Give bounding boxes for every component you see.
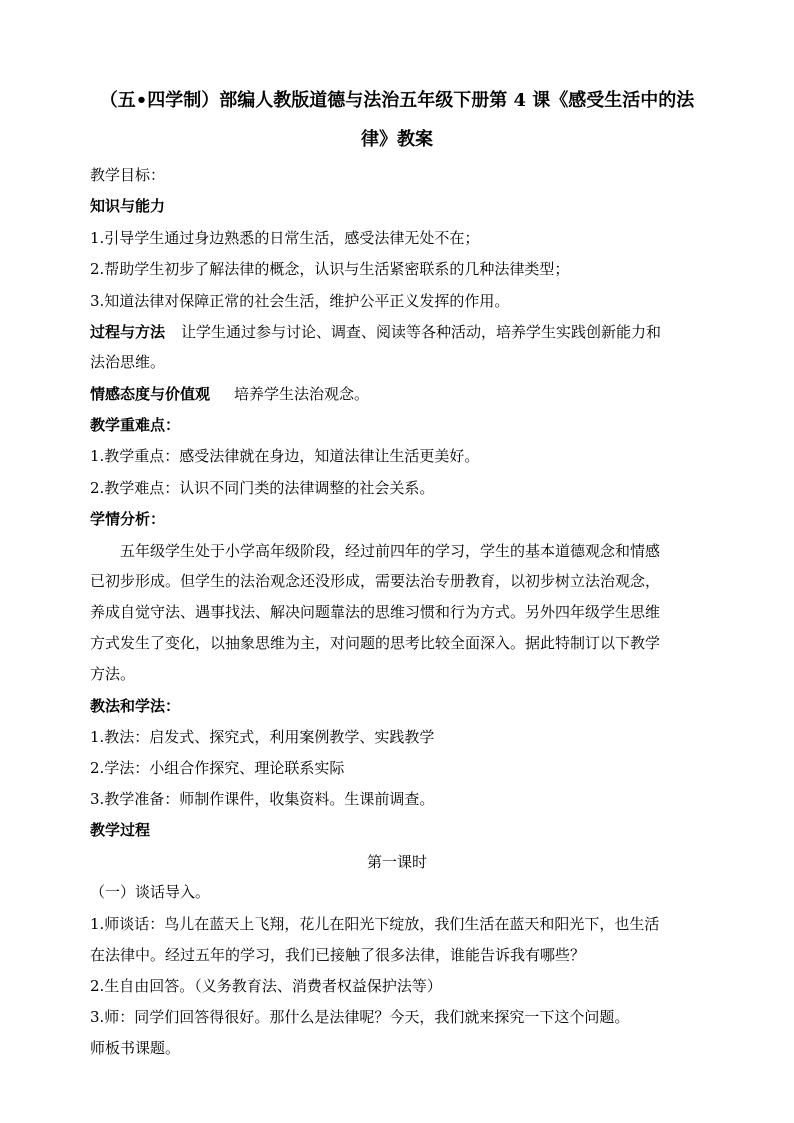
document-title-line-2: 律》教案 xyxy=(361,129,433,150)
emotion-text: 培养学生法治观念。 xyxy=(234,385,370,403)
method-item: 2.学法：小组合作探究、理论联系实际 xyxy=(90,759,345,777)
analysis-paragraph-line: 已初步形成。但学生的法治观念还没形成，需要法治专册教育，以初步树立法治观念， xyxy=(90,572,661,590)
process-line: 3.师：同学们回答得很好。那什么是法律呢？今天，我们就来探究一下这个问题。 xyxy=(90,1008,630,1026)
method-item: 3.教学准备：师制作课件，收集资料。生课前调查。 xyxy=(90,790,435,808)
emotion-line xyxy=(90,382,704,406)
objectives-heading: 教学目标： xyxy=(90,166,166,184)
process-method-text-cont: 法治思维。 xyxy=(90,353,166,371)
analysis-paragraph-line: 方式发生了变化，以抽象思维为主，对问题的思考比较全面深入。据此特制订以下教学 xyxy=(90,634,661,652)
process-line: 1.师谈话：鸟儿在蓝天上飞翔，花儿在阳光下绽放，我们生活在蓝天和阳光下，也生活 xyxy=(90,915,660,933)
process-method-heading: 过程与方法 xyxy=(90,323,166,341)
process-method-text: 让学生通过参与讨论、调查、阅读等各种活动，培养学生实践创新能力和 xyxy=(181,323,662,341)
process-section-heading: （一）谈话导入。 xyxy=(90,883,211,901)
knowledge-item: 1.引导学生通过身边熟悉的日常生活，感受法律无处不在； xyxy=(90,229,480,247)
emotion-heading: 情感态度与价值观 xyxy=(90,385,211,403)
analysis-paragraph-line: 方法。 xyxy=(90,665,136,683)
process-line: 师板书课题。 xyxy=(90,1039,181,1057)
knowledge-heading: 知识与能力 xyxy=(90,197,166,215)
method-item: 1.教法：启发式、探究式，利用案例教学、实践教学 xyxy=(90,728,435,746)
lesson-title: 第一课时 xyxy=(366,853,427,871)
methods-heading: 教法和学法： xyxy=(90,697,181,715)
process-line: 2.生自由回答。（义务教育法、消费者权益保护法等） xyxy=(90,977,442,995)
knowledge-item: 2.帮助学生初步了解法律的概念，认识与生活紧密联系的几种法律类型； xyxy=(90,260,570,278)
analysis-paragraph-line: 养成自觉守法、遇事找法、解决问题靠法的思维习惯和行为方式。另外四年级学生思维 xyxy=(90,603,661,621)
key-point-item: 2.教学难点：认识不同门类的法律调整的社会关系。 xyxy=(90,479,435,497)
knowledge-item: 3.知道法律对保障正常的社会生活，维护公平正义发挥的作用。 xyxy=(90,292,510,310)
key-points-heading: 教学重难点： xyxy=(90,416,181,434)
process-method-line xyxy=(90,320,704,344)
analysis-paragraph-line: 五年级学生处于小学高年级阶段，经过前四年的学习，学生的基本道德观念和情感 xyxy=(120,542,661,560)
process-line: 在法律中。经过五年的学习，我们已接触了很多法律，谁能告诉我有哪些？ xyxy=(90,946,586,964)
key-point-item: 1.教学重点：感受法律就在身边，知道法律让生活更美好。 xyxy=(90,447,480,465)
process-heading: 教学过程 xyxy=(90,821,151,839)
analysis-heading: 学情分析： xyxy=(90,510,166,528)
document-title-line-1: （五•四学制）部编人教版道德与法治五年级下册第 4 课《感受生活中的法 xyxy=(99,90,695,111)
